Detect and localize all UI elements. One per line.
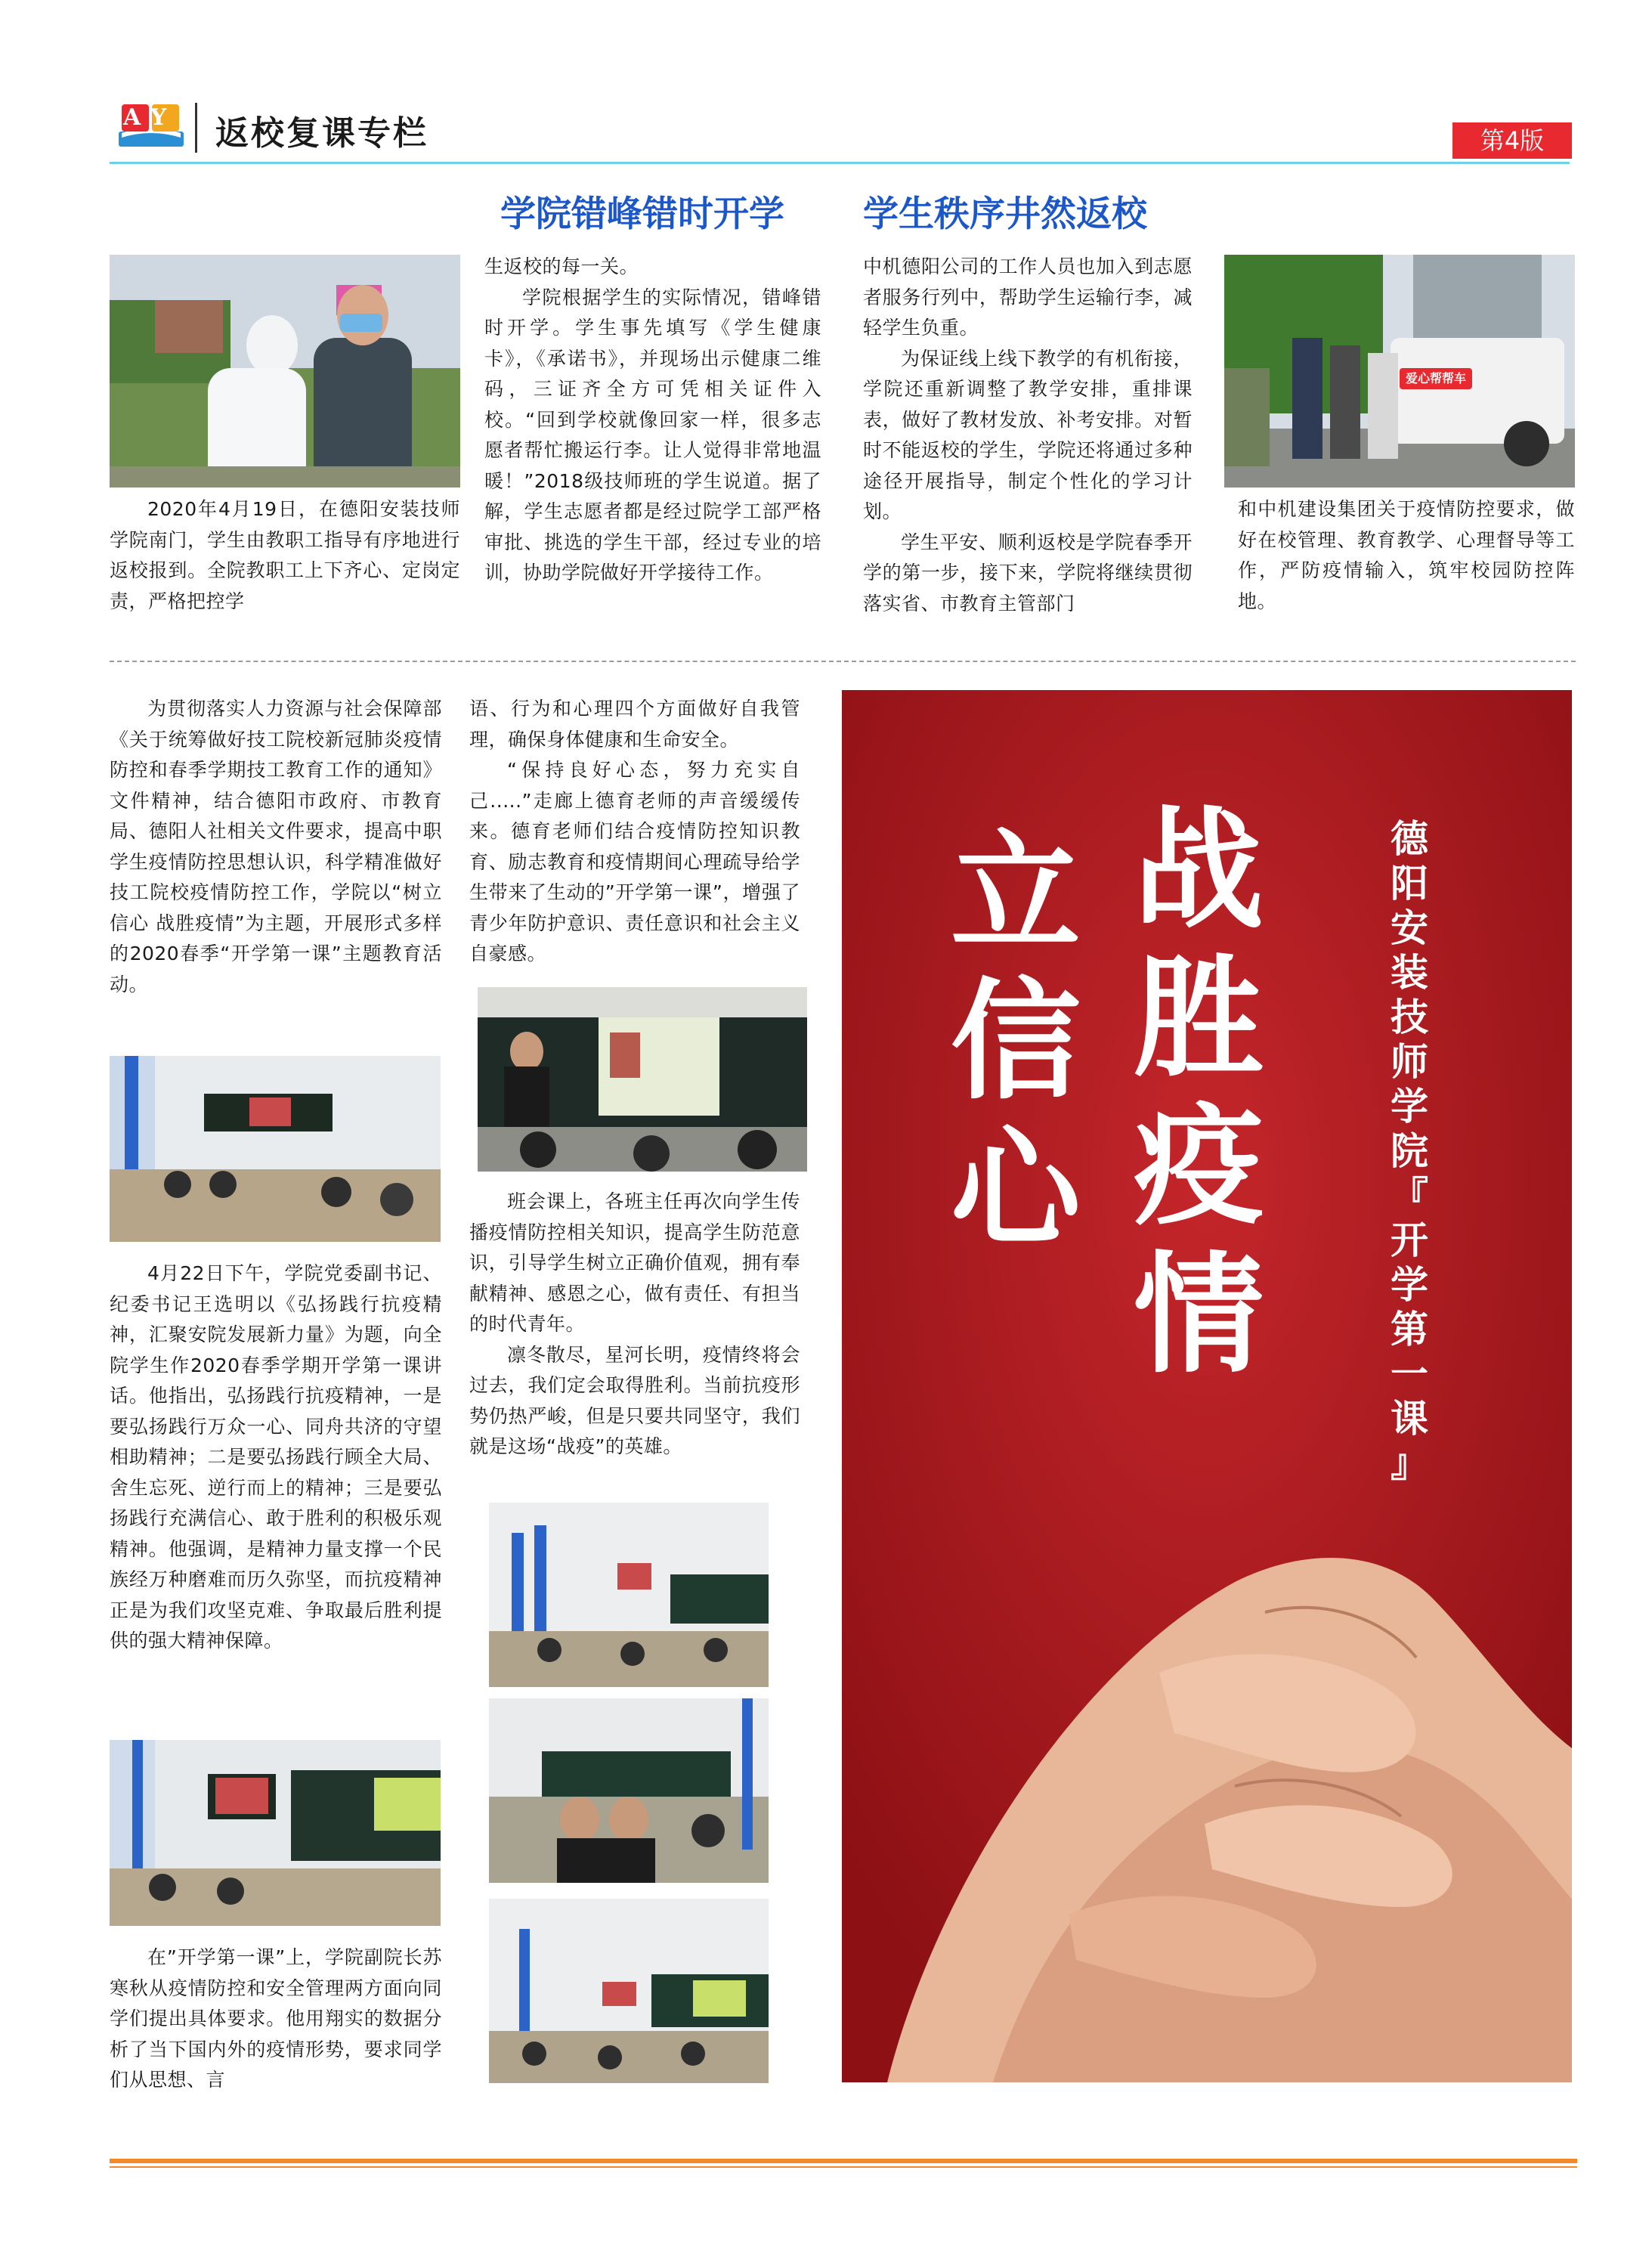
- headline-left: 学院错峰错时开学: [500, 193, 784, 235]
- photo-temperature-check: [110, 255, 460, 488]
- photo-classroom-3: [489, 1503, 769, 1687]
- bottom-column-1b: [110, 1258, 442, 1657]
- paragraph: 为贯彻落实人力资源与社会保障部《关于统筹做好技工院校新冠肺炎疫情防控和春季学期技工教育工作的通知》文件精神，结合德阳市政府、市教育局、德阳人社相关文件要求，提高中职学生疫情防控思想认识，科学精准做好技工院校疫情防控工作，学院以“树立信心 战胜疫情”为主题，开展形式多样的2020春季“开学第一课”主题教育活动。: [110, 698, 442, 995]
- photo-volunteer-truck: [1224, 255, 1575, 488]
- photo-classroom-lecture: [478, 987, 807, 1172]
- top-column-4: [1238, 494, 1575, 617]
- column-title: 返校复课专栏: [215, 114, 428, 153]
- header-divider: [195, 103, 197, 153]
- calligraphy-char: 战: [1134, 793, 1264, 946]
- paragraph: 和中机建设集团关于疫情防控要求，做好在校管理、教育教学、心理督导等工作，严防疫情输入，筑牢校园防控阵地。: [1238, 498, 1575, 612]
- calligraphy-char: 信: [951, 964, 1081, 1117]
- calligraphy-char: 立: [951, 816, 1081, 969]
- edition-badge: [1452, 122, 1572, 159]
- subtitle-char: 』: [1391, 1441, 1428, 1485]
- paragraph: 4月22日下午，学院党委副书记、纪委书记王选明以《弘扬践行抗疫精神，汇聚安院发展新力量》为题，向全院学生作2020春季学期开学第一课讲话。他指出，弘扬践行抗疫精神，一是要弘扬践行万众一心、同舟共济的守望相助精神；二是要弘扬践行顾全大局、舍生忘死、逆行而上的精神；三是要弘扬践行充满信心、敢于胜利的积极乐观精神。他强调，是精神力量支撑一个民族经万种磨难而历久弥坚，而抗疫精神正是为我们攻坚克难、争取最后胜利提供的强大精神保障。: [110, 1262, 442, 1652]
- paragraph: “保持良好心态，努力充实自己.....”走廊上德育老师的声音缓缓传来。德育老师们结合疫情防控知识教育、励志教育和疫情期间心理疏导给学生带来了生动的”开学第一课”，增强了青少年防护意识、责任意识和社会主义自豪感。: [469, 759, 800, 964]
- truck-banner: 爱心帮帮车: [1405, 371, 1466, 385]
- org-char: 德: [1391, 817, 1428, 861]
- paragraph: 在”开学第一课”上，学院副院长苏寒秋从疫情防控和安全管理两方面向同学们提出具体要求。他用翔实的数据分析了当下国内外的疫情形势，要求同学们从思想、言: [110, 1946, 442, 2091]
- org-char: 技: [1391, 995, 1428, 1039]
- paragraph: 2020年4月19日，在德阳安装技师学院南门，学生由教职工指导有序地进行返校报到。全院教职工上下齐心、定岗定责，严格把控学: [110, 498, 460, 612]
- subtitle-char: 开: [1391, 1218, 1428, 1262]
- headline-right: 学生秩序井然返校: [863, 193, 1147, 235]
- page-header: [0, 0, 1652, 174]
- paragraph: 语、行为和心理四个方面做好自我管理，确保身体健康和生命安全。: [469, 698, 800, 751]
- org-char: 装: [1391, 951, 1428, 995]
- paragraph: 为保证线上线下教学的有机衔接，学院还重新调整了教学安排，重排课表，做好了教材发放、补考安排。对暂时不能返校的学生，学院还将通过多种途径开展指导，制定个性化的学习计划。: [863, 347, 1193, 522]
- subtitle-char: 『: [1391, 1174, 1428, 1218]
- bottom-column-1a: [110, 694, 442, 1000]
- photo-classroom-4: [489, 1698, 769, 1883]
- photo-classroom-2: [110, 1740, 441, 1926]
- subtitle-char: 第: [1391, 1308, 1428, 1351]
- subtitle-char: 课: [1391, 1397, 1428, 1441]
- poster-fight-epidemic: [842, 690, 1572, 2082]
- paragraph: 凛冬散尽，星河长明，疫情终将会过去，我们定会取得胜利。当前抗疫形势仍热严峻，但是只要共同坚守，我们就是这场“战疫”的英雄。: [469, 1343, 800, 1457]
- header-rule: [110, 162, 1570, 164]
- subtitle-char: 一: [1391, 1352, 1428, 1396]
- calligraphy-char: 情: [1134, 1237, 1264, 1391]
- footer-rule-thin: [110, 2166, 1577, 2168]
- bottom-column-2b: [469, 1187, 800, 1463]
- logo-text: AY: [123, 104, 178, 131]
- calligraphy-char: 心: [951, 1112, 1081, 1265]
- publication-logo: [117, 100, 185, 150]
- photo-classroom-5: [489, 1899, 769, 2083]
- org-char: 院: [1391, 1129, 1428, 1173]
- calligraphy-char: 疫: [1134, 1089, 1264, 1243]
- org-char: 学: [1391, 1085, 1428, 1128]
- paragraph: 班会课上，各班主任再次向学生传播疫情防控相关知识，提高学生防范意识，引导学生树立正确价值观，拥有奉献精神、感恩之心，做有责任、有担当的时代青年。: [469, 1190, 800, 1335]
- footer-rule-thick: [110, 2159, 1577, 2163]
- subtitle-char: 学: [1391, 1263, 1428, 1307]
- org-char: 阳: [1391, 862, 1428, 906]
- org-char: 安: [1391, 906, 1428, 950]
- poster-org-name: [1384, 817, 1434, 1486]
- paragraph: 学生平安、顺利返校是学院春季开学的第一步，接下来，学院将继续贯彻落实省、市教育主管部门: [863, 531, 1193, 615]
- edition-label: 第4版: [1480, 126, 1545, 155]
- top-column-3: [863, 252, 1193, 619]
- top-column-2: [484, 252, 821, 589]
- top-column-1: [110, 494, 460, 617]
- paragraph: 学院根据学生的实际情况，错峰错时开学。学生事先填写《学生健康卡》，《承诺书》，并现场出示健康二维码，三证齐全方可凭相关证件入校。“回到学校就像回家一样，很多志愿者帮忙搬运行李。让人觉得非常地温暖！”2018级技师班的学生说道。据了解，学生志愿者都是经过院学工部严格审批、挑选的学生干部，经过专业的培训，协助学院做好开学接待工作。: [484, 286, 821, 584]
- org-char: 师: [1391, 1040, 1428, 1084]
- top-headline: [0, 181, 1652, 234]
- paragraph: 中机德阳公司的工作人员也加入到志愿者服务行列中，帮助学生运输行李，减轻学生负重。: [863, 255, 1193, 339]
- calligraphy-left-column: [940, 816, 1091, 1265]
- bottom-column-1c: [110, 1943, 442, 2096]
- section-divider: [110, 661, 1576, 662]
- calligraphy-right-column: [1123, 793, 1274, 1391]
- bottom-column-2a: [469, 694, 800, 970]
- calligraphy-char: 胜: [1134, 941, 1264, 1094]
- photo-classroom-1: [110, 1056, 441, 1242]
- paragraph: 生返校的每一关。: [484, 255, 639, 277]
